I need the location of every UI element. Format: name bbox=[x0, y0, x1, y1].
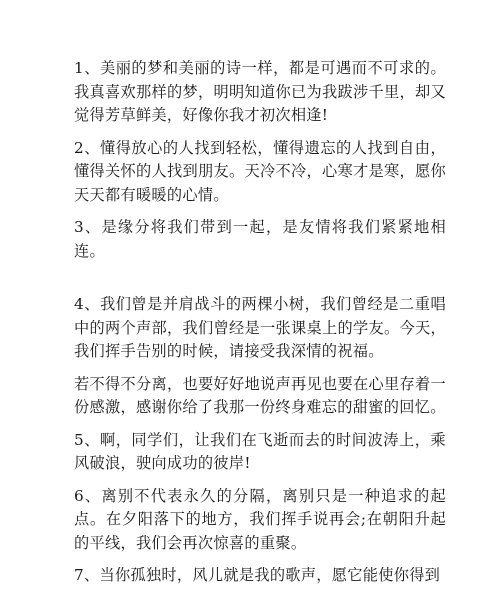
document-body bbox=[74, 57, 446, 597]
paragraph-5: 若不得不分离，也要好好地说声再见也要在心里存着一份感激，感谢你给了我那一份终身难忘的甜蜜的回忆。 bbox=[74, 374, 446, 416]
paragraph-3: 3、是缘分将我们带到一起，是友情将我们紧紧地相连。 bbox=[74, 218, 446, 260]
paragraph-8: 7、当你孤独时，风儿就是我的歌声，愿它能使你得到 bbox=[74, 566, 441, 584]
paragraph-7: 6、离别不代表永久的分隔，离别只是一种追求的起点。在夕阳落下的地方，我们挥手说再会;在朝阳升起的平线，我们会再次惊喜的重聚。 bbox=[74, 486, 446, 552]
paragraph-2: 2、懂得放心的人找到轻松，懂得遗忘的人找到自由，懂得关怀的人找到朋友。天冷不冷，心寒才是寒，愿你天天都有暖暖的心情。 bbox=[74, 138, 446, 204]
paragraph-6: 5、啊，同学们，让我们在飞逝而去的时间波涛上，乘风破浪，驶向成功的彼岸! bbox=[74, 430, 446, 472]
paragraph-4: 4、我们曾是并肩战斗的两棵小树，我们曾经是二重唱中的两个声部，我们曾经是一张课桌上的学友。今天，我们挥手告别的时候，请接受我深情的祝福。 bbox=[74, 295, 446, 360]
paragraph-1: 1、美丽的梦和美丽的诗一样，都是可遇而不可求的。我真喜欢那样的梦，明明知道你已为我跋涉千里，却又觉得芳草鲜美，好像你我才初次相逢! bbox=[74, 59, 446, 124]
